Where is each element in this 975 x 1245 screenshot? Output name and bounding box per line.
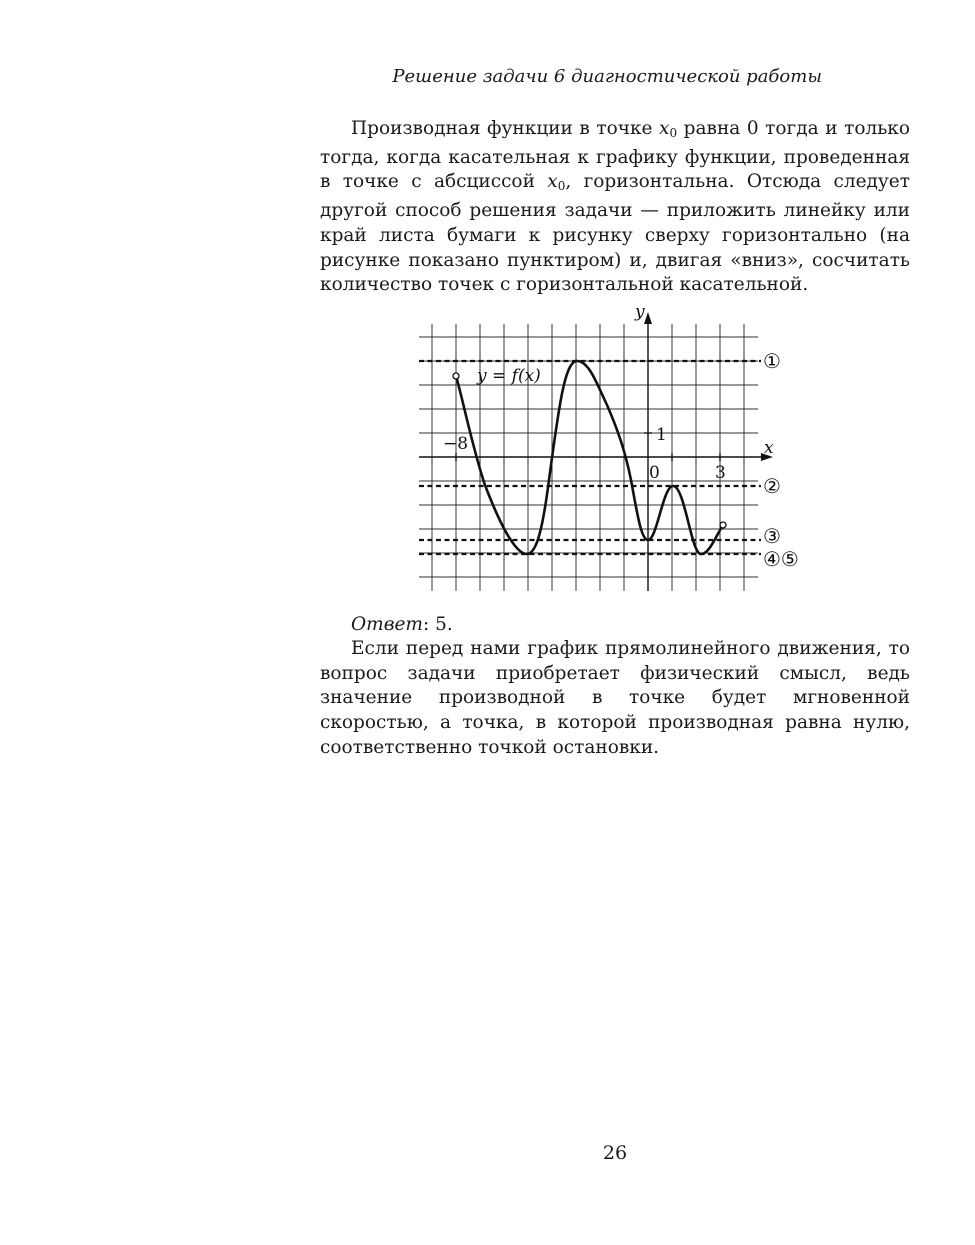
paragraph-derivative-explanation: [320, 117, 910, 298]
p1-text-a: Производная функции в точке: [351, 118, 660, 139]
var-x0-first: [659, 118, 677, 139]
var-x0-second: [547, 171, 565, 192]
paragraph-physical-meaning: Если перед нами график прямолинейного движения, то вопрос задачи приобретает физический смысл, ведь значение производной в точке будет мгновенной скоростью, а точка, в которой производная равна нулю, соответственно точкой остановки.: [320, 638, 910, 758]
tick-label-minus8: −8: [443, 434, 469, 454]
p1-text-b: равна 0 тогда и только тогда, когда касательная к графику функции, проведенная в точке с абсциссой: [320, 118, 910, 193]
running-header: Решение задачи 6 диагностической работы: [392, 66, 822, 87]
function-graph-figure: [405, 300, 825, 600]
y-axis-arrow: [644, 312, 652, 324]
var-subscript-2: 0: [557, 179, 566, 194]
answer-value: : 5.: [422, 614, 453, 635]
open-endpoint-left: [453, 373, 459, 379]
answer-line: [320, 613, 910, 638]
var-x-letter: x: [659, 118, 670, 139]
answer-label: Ответ: [351, 614, 423, 635]
function-label: y = f(x): [477, 366, 541, 386]
var-subscript: 0: [669, 126, 678, 140]
page-number: 26: [602, 1142, 628, 1164]
y-axis-label: y: [635, 302, 645, 322]
open-endpoint-right: [720, 522, 726, 528]
p1-text-c: , горизонтальна. Отсюда следует другой способ решения задачи — приложить линейку или край листа бумаги к рисунку сверху горизонтально (на рисунке показано пунктиром) и, двигая «вниз», сосчитать количество точек с горизонтальной касательной.: [320, 171, 910, 296]
marker-4-5: ④⑤: [763, 547, 799, 571]
graph-svg: [405, 300, 825, 600]
tick-label-0: 0: [649, 463, 660, 483]
tick-label-3: 3: [715, 463, 726, 483]
marker-2: ②: [763, 474, 781, 498]
x-axis-label: x: [764, 438, 774, 458]
tick-label-1: 1: [656, 425, 667, 445]
var-x-letter-2: x: [547, 171, 558, 193]
marker-1: ①: [763, 349, 781, 373]
marker-3: ③: [763, 524, 781, 548]
